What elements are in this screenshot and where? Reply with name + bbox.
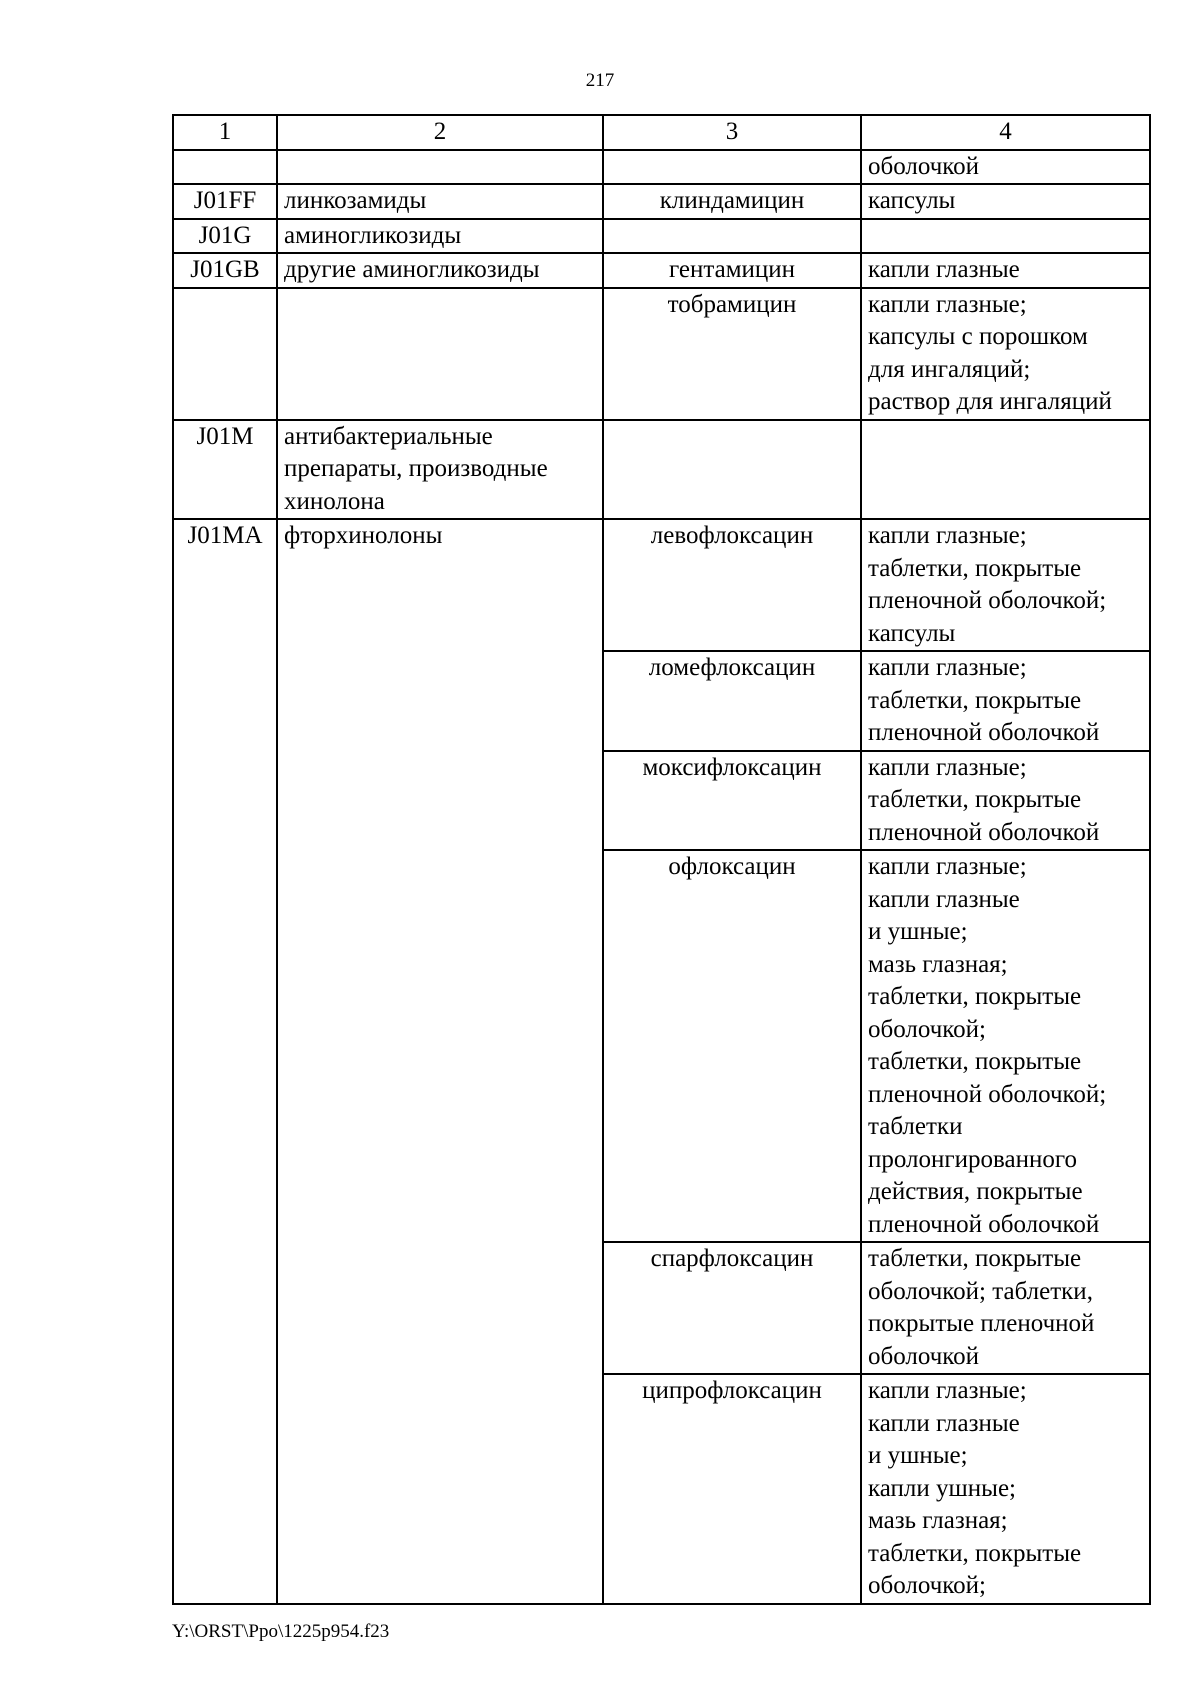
group-cell: другие аминогликозиды	[277, 253, 603, 288]
form-line: капли глазные;	[868, 654, 1027, 681]
group-line: антибактериальные	[284, 422, 493, 450]
page-number: 217	[585, 70, 615, 91]
form-line: капли глазные	[868, 885, 1020, 913]
form-line: капсулы	[868, 619, 956, 647]
group-cell: аминогликозиды	[277, 219, 603, 254]
form-line: капли ушные;	[868, 1474, 1016, 1502]
form-line: таблетки, покрытые	[868, 1048, 1082, 1075]
form-line: пленочной оболочкой	[868, 818, 1100, 846]
substance-cell: ломефлоксацин	[603, 651, 861, 751]
form-line: пленочной оболочкой	[868, 1210, 1100, 1238]
form-line	[868, 220, 1143, 253]
form-line: оболочкой;	[868, 1015, 986, 1043]
code-cell	[173, 150, 277, 185]
form-line: покрытые пленочной	[868, 1310, 1095, 1337]
form-line: капли глазные;	[868, 522, 1027, 549]
forms-cell	[861, 219, 1150, 254]
form-line: пролонгированного	[868, 1145, 1077, 1173]
table-row	[173, 288, 1150, 420]
form-line: таблетки, покрытые	[868, 983, 1082, 1010]
forms-cell	[861, 288, 1150, 420]
forms-cell	[861, 184, 1150, 219]
substance-cell: офлоксацин	[603, 850, 861, 1242]
header-cell: 2	[277, 115, 603, 150]
form-line: пленочной оболочкой;	[868, 587, 1107, 614]
form-line: капли глазные	[868, 256, 1020, 283]
group-line: препараты, производные	[284, 455, 548, 482]
forms-cell	[861, 1242, 1150, 1374]
form-line: капсулы	[868, 187, 956, 214]
group-cell	[277, 420, 603, 520]
form-line: таблетки, покрытые	[868, 686, 1082, 714]
substance-cell: левофлоксацин	[603, 519, 861, 651]
group-line: хинолона	[284, 487, 385, 515]
header-cell: 4	[861, 115, 1150, 150]
form-line: капли глазные;	[868, 753, 1027, 781]
form-line: оболочкой	[868, 1342, 980, 1370]
substance-cell: ципрофлоксацин	[603, 1374, 861, 1604]
substance-cell: моксифлоксацин	[603, 751, 861, 851]
table-row	[173, 150, 1150, 185]
group-cell	[277, 288, 603, 420]
code-cell: J01MA	[173, 519, 277, 1604]
table-row	[173, 184, 1150, 219]
substance-cell: клиндамицин	[603, 184, 861, 219]
form-line: таблетки, покрытые	[868, 1245, 1082, 1272]
form-line: оболочкой	[868, 152, 980, 180]
code-cell: J01M	[173, 420, 277, 520]
form-line: оболочкой; таблетки,	[868, 1277, 1093, 1305]
substance-cell: тобрамицин	[603, 288, 861, 420]
table-row	[173, 219, 1150, 254]
form-line: капли глазные;	[868, 853, 1027, 880]
form-line: капли глазные	[868, 1409, 1020, 1437]
form-line: действия, покрытые	[868, 1178, 1083, 1205]
forms-cell	[861, 253, 1150, 288]
form-line: таблетки, покрытые	[868, 554, 1082, 582]
code-cell: J01FF	[173, 184, 277, 219]
table-header-row	[173, 115, 1150, 150]
code-cell: J01G	[173, 219, 277, 254]
header-cell: 1	[173, 115, 277, 150]
form-line	[868, 421, 1143, 454]
group-cell	[277, 150, 603, 185]
forms-cell	[861, 1374, 1150, 1604]
form-line: мазь глазная;	[868, 1507, 1008, 1534]
form-line: таблетки	[868, 1113, 963, 1140]
substance-cell	[603, 150, 861, 185]
form-line: капсулы с порошком	[868, 323, 1088, 350]
forms-cell	[861, 519, 1150, 651]
form-line: пленочной оболочкой;	[868, 1080, 1107, 1108]
form-line: мазь глазная;	[868, 950, 1008, 978]
form-line: капли глазные;	[868, 1377, 1027, 1404]
substance-cell	[603, 420, 861, 520]
form-line: таблетки, покрытые	[868, 1539, 1082, 1567]
medication-table	[172, 114, 1151, 1605]
table-row	[173, 519, 1150, 651]
forms-cell	[861, 150, 1150, 185]
code-cell	[173, 288, 277, 420]
file-path-footer: Y:\ORST\Ppo\1225p954.f23	[172, 1621, 390, 1642]
group-cell: линкозамиды	[277, 184, 603, 219]
substance-cell: спарфлоксацин	[603, 1242, 861, 1374]
form-line: для ингаляций;	[868, 355, 1031, 383]
medication-table-container	[172, 114, 1151, 1605]
form-line: оболочкой;	[868, 1572, 986, 1599]
form-line: пленочной оболочкой	[868, 719, 1100, 746]
form-line: и ушные;	[868, 918, 968, 945]
form-line: капли глазные;	[868, 290, 1027, 318]
substance-cell	[603, 219, 861, 254]
table-row	[173, 420, 1150, 520]
group-cell: фторхинолоны	[277, 519, 603, 1604]
form-line: таблетки, покрытые	[868, 786, 1082, 813]
forms-cell	[861, 651, 1150, 751]
header-cell: 3	[603, 115, 861, 150]
table-row	[173, 253, 1150, 288]
form-line: и ушные;	[868, 1442, 968, 1469]
forms-cell	[861, 850, 1150, 1242]
substance-cell: гентамицин	[603, 253, 861, 288]
form-line: раствор для ингаляций	[868, 388, 1112, 415]
forms-cell	[861, 420, 1150, 520]
code-cell: J01GB	[173, 253, 277, 288]
forms-cell	[861, 751, 1150, 851]
